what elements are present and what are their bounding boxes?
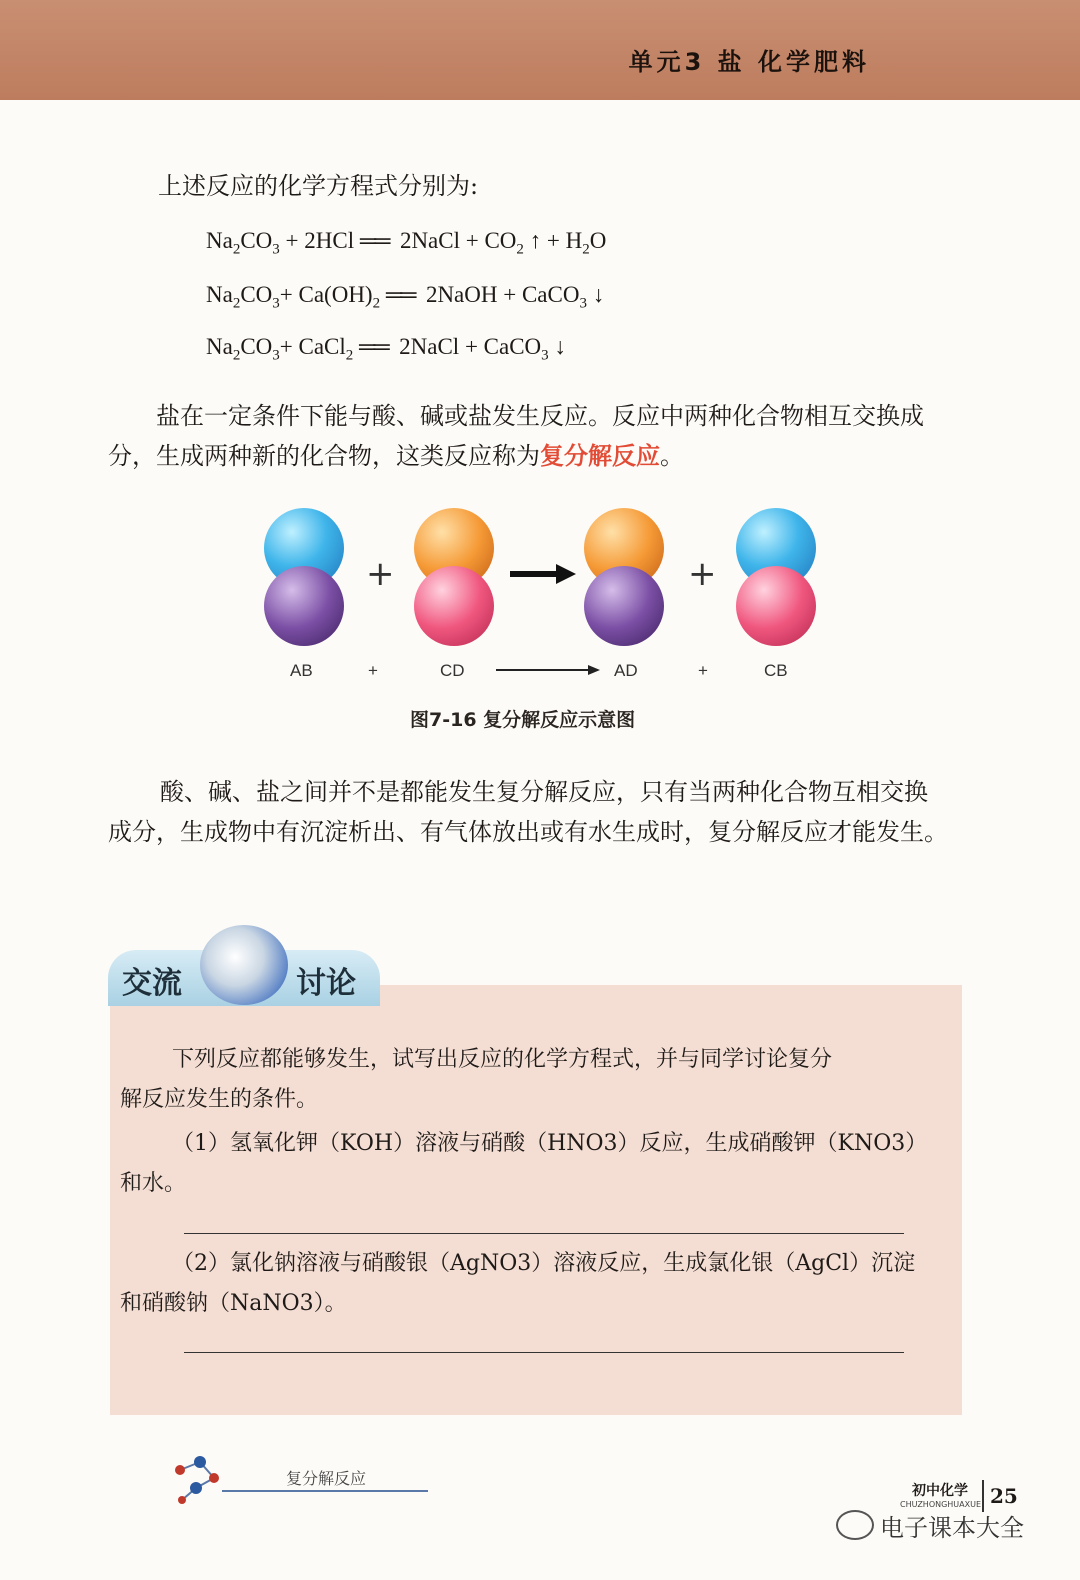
discussion-emblem-icon — [200, 925, 288, 1005]
term-highlight: 复分解反应 — [540, 441, 660, 470]
intro-text: 上述反应的化学方程式分别为: — [158, 172, 479, 200]
reaction-arrow-icon — [510, 562, 576, 586]
label-cd: CD — [440, 661, 465, 680]
footer-keyword: 复分解反应 — [286, 1469, 367, 1488]
page-number: 25 — [990, 1484, 1018, 1508]
condition-line2: 成分，生成物中有沉淀析出、有气体放出或有水生成时，复分解反应才能发生。 — [108, 818, 948, 846]
condition-line1: 酸、碱、盐之间并不是都能发生复分解反应，只有当两种化合物互相交换 — [160, 778, 928, 806]
figure-caption: 图7-16 复分解反应示意图 — [410, 709, 636, 731]
molecule-logo-icon — [168, 1448, 230, 1510]
discussion-intro-line2: 解反应发生的条件。 — [120, 1087, 319, 1112]
item1-line2: 和水。 — [120, 1171, 187, 1196]
subject-label-en: CHUZHONGHUAXUE — [900, 1500, 982, 1509]
definition-line1: 盐在一定条件下能与酸、碱或盐发生反应。反应中两种化合物相互交换成 — [156, 402, 924, 430]
item2-line1: （2）氯化钠溶液与硝酸银（AgNO3）溶液反应，生成氯化银（AgCl）沉淀 — [172, 1251, 916, 1276]
subject-label: 初中化学 — [912, 1483, 968, 1499]
wechat-icon — [836, 1510, 874, 1540]
equation-2: $Na_2CO_3+ Ca(OH)_2$ ══ 2NaOH + CaCO$_3$ ↓ — [206, 282, 605, 312]
definition-line2: 分，生成两种新的化合物，这类反应称为复分解反应。 — [108, 441, 684, 470]
label-plus-1: + — [368, 661, 378, 680]
answer-line-1[interactable] — [184, 1233, 904, 1234]
label-ad: AD — [614, 661, 638, 680]
label-cb: CB — [764, 661, 788, 680]
label-ab: AB — [290, 661, 313, 680]
label-arrow-icon — [496, 664, 600, 676]
item2-line2: 和硝酸钠（NaNO3）。 — [120, 1291, 347, 1316]
label-plus-2: + — [698, 661, 708, 680]
molecule-b2 — [736, 566, 816, 646]
molecule-b — [264, 566, 344, 646]
discussion-intro-line1: 下列反应都能够发生，试写出反应的化学方程式，并与同学讨论复分 — [172, 1047, 833, 1072]
watermark: 电子课本大全 — [880, 1514, 1024, 1542]
plus-sign-2: + — [688, 554, 717, 594]
discussion-tab-left: 交流 — [122, 966, 182, 1001]
equation-3: $Na_2CO_3+$ CaCl$_2$ ══ 2NaCl + CaCO$_3$ ↓ — [206, 334, 566, 364]
molecule-d2 — [584, 566, 664, 646]
item1-line1: （1）氢氧化钾（KOH）溶液与硝酸（HNO3）反应，生成硝酸钾（KNO3） — [172, 1131, 928, 1156]
footer-rule — [222, 1490, 428, 1492]
answer-line-2[interactable] — [184, 1352, 904, 1353]
chapter-title: 单元3 盐 化学肥料 — [628, 48, 870, 76]
chapter-header — [0, 0, 1080, 100]
molecule-d — [414, 566, 494, 646]
discussion-tab-right: 讨论 — [296, 966, 356, 1001]
equation-1: $Na_2CO_3 + 2HCl$ ══ 2NaCl + $CO_2$ ↑ + $H_2O$ — [206, 228, 607, 258]
plus-sign: + — [366, 554, 395, 594]
